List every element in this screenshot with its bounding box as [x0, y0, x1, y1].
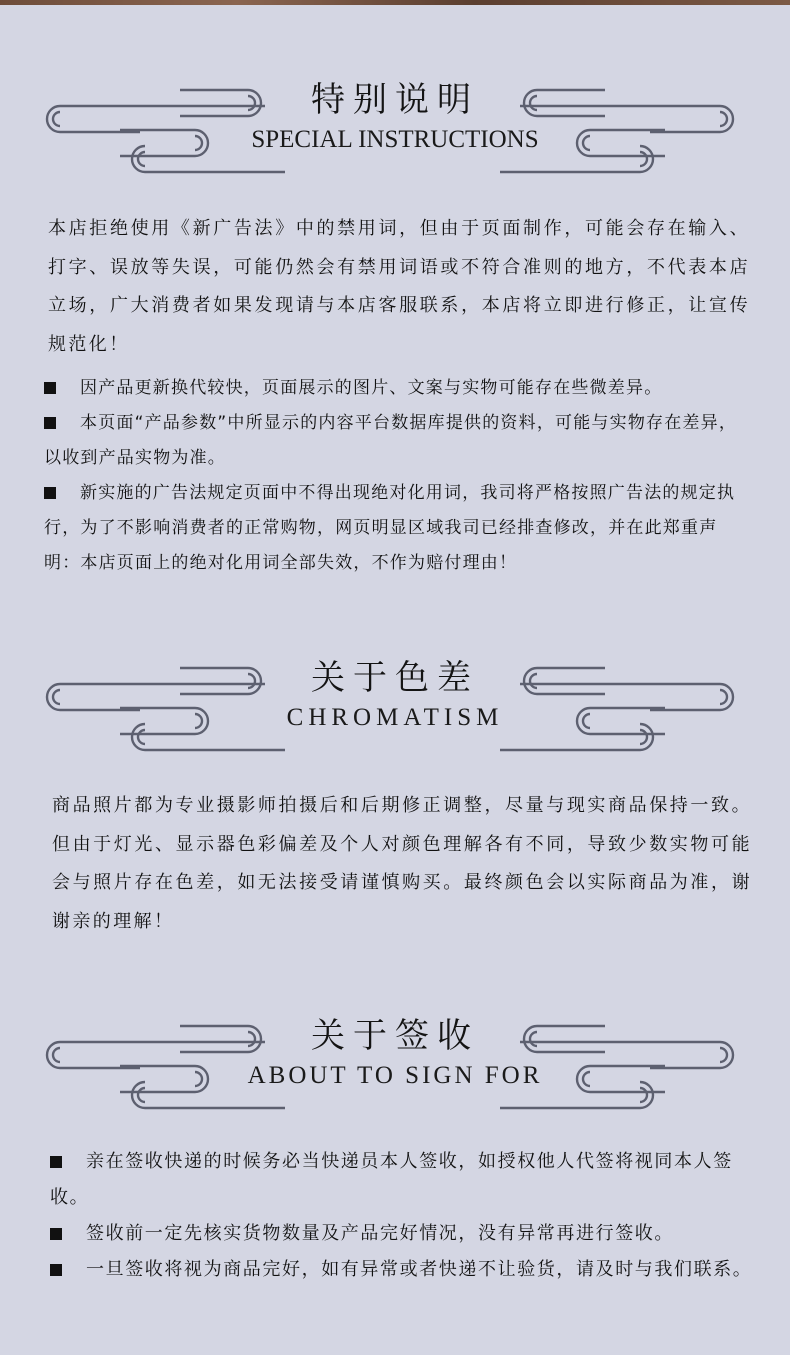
list-item: 新实施的广告法规定页面中不得出现绝对化用词，我司将严格按照广告法的规定执行，为了不影响消费者的正常购物，网页明显区域我司已经排查修改，并在此郑重声明：本店页面上的绝对化用词全部失效，不作为赔付理由！ — [44, 483, 736, 573]
sign-for-bullet-list — [50, 1144, 764, 1288]
black-square-icon — [44, 417, 56, 429]
section-title-en: SPECIAL INSTRUCTIONS — [251, 126, 539, 153]
section-title-zh: 关于签收 — [311, 1016, 479, 1056]
list-item: 本页面“产品参数”中所显示的内容平台数据库提供的资料，可能与实物存在差异，以收到产品实物为准。 — [44, 413, 738, 468]
black-square-icon — [44, 487, 56, 499]
chromatism-paragraph: 商品照片都为专业摄影师拍摄后和后期修正调整，尽量与现实商品保持一致。但由于灯光、显示器色彩偏差及个人对颜色理解各有不同，导致少数实物可能会与照片存在色差，如无法接受请谨慎购买。最终颜色会以实际商品为准，谢谢亲的理解！ — [52, 795, 752, 932]
black-square-icon — [50, 1264, 62, 1276]
top-image-edge — [0, 0, 790, 5]
list-item: 一旦签收将视为商品完好，如有异常或者快递不让验货，请及时与我们联系。 — [50, 1252, 764, 1288]
section-title-en: CHROMATISM — [286, 704, 504, 731]
list-item: 亲在签收快递的时候务必当快递员本人签收，如授权他人代签将视同本人签收。 — [50, 1151, 733, 1208]
section-header-sign-for — [0, 1006, 790, 1126]
section-title-en: ABOUT TO SIGN FOR — [247, 1062, 543, 1089]
section-header-special — [0, 70, 790, 190]
black-square-icon — [50, 1228, 62, 1240]
black-square-icon — [50, 1156, 62, 1168]
section-header-chromatism — [0, 648, 790, 768]
section-title-zh: 特别说明 — [311, 80, 479, 120]
list-item: 签收前一定先核实货物数量及产品完好情况，没有异常再进行签收。 — [50, 1216, 764, 1252]
black-square-icon — [44, 382, 56, 394]
list-item: 因产品更新换代较快，页面展示的图片、文案与实物可能存在些微差异。 — [44, 371, 752, 406]
section-title-zh: 关于色差 — [311, 658, 479, 698]
special-paragraph: 本店拒绝使用《新广告法》中的禁用词，但由于页面制作，可能会存在输入、打字、误放等失误，可能仍然会有禁用词语或不符合准则的地方，不代表本店立场，广大消费者如果发现请与本店客服联系，本店将立即进行修正，让宣传规范化！ — [48, 218, 750, 355]
special-bullet-list — [44, 371, 752, 581]
